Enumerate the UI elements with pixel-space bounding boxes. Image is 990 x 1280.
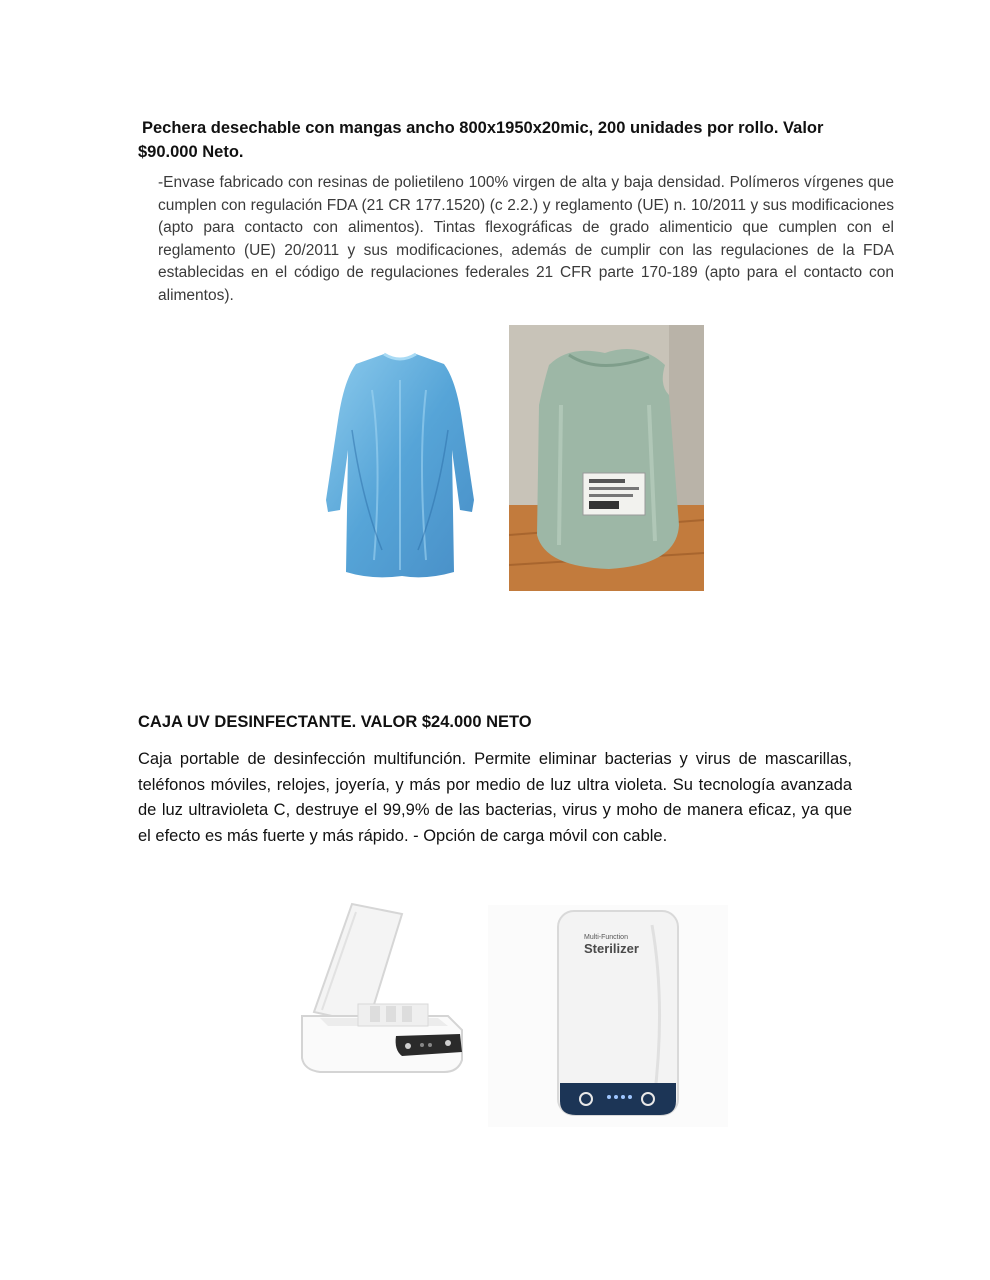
- open-uv-box-image: [298, 900, 466, 1076]
- sterilizer-label: Sterilizer: [584, 941, 639, 956]
- sterilizer-device-image: [488, 905, 728, 1127]
- blue-disposable-gown-image: [322, 350, 478, 582]
- product1-title: [138, 116, 858, 164]
- product2-title: CAJA UV DESINFECTANTE. VALOR $24.000 NETO: [138, 713, 532, 731]
- product1-title-line2: $90.000 Neto.: [138, 143, 244, 161]
- product1-title-line1: Pechera desechable con mangas ancho 800x1950x20mic, 200 unidades por rollo. Valor: [142, 119, 824, 137]
- product1-spec: -Envase fabricado con resinas de polietileno 100% virgen de alta y baja densidad. Polímeros vírgenes que cumplen con regulación FDA (21 CR 177.1520) (c 2.2.) y reglamento (UE) n. 10/2011 y sus modificaciones (apto para contacto con alimentos). Tintas flexográficas de grado alimenticio que cumplen con el reglamento (UE) 20/2011 y sus modificaciones, además de cumplir con las regulaciones de la FDA establecidas en el código de regulaciones federales 21 CFR parte 170-189 (apto para el contacto con alimentos).: [158, 174, 894, 304]
- product2-description: Caja portable de desinfección multifunción. Permite eliminar bacterias y virus de mascarillas, teléfonos móviles, relojes, joyería, y más por medio de luz ultra violeta. Su tecnología avanzada de luz ultravioleta C, destruye el 99,9% de las bacterias, virus y moho de manera eficaz, ya que el efecto es más fuerte y más rápido. - Opción de carga móvil con cable.: [138, 750, 852, 845]
- packaged-roll-image: [509, 325, 704, 591]
- sterilizer-small-label: Multi-Function: [584, 934, 628, 941]
